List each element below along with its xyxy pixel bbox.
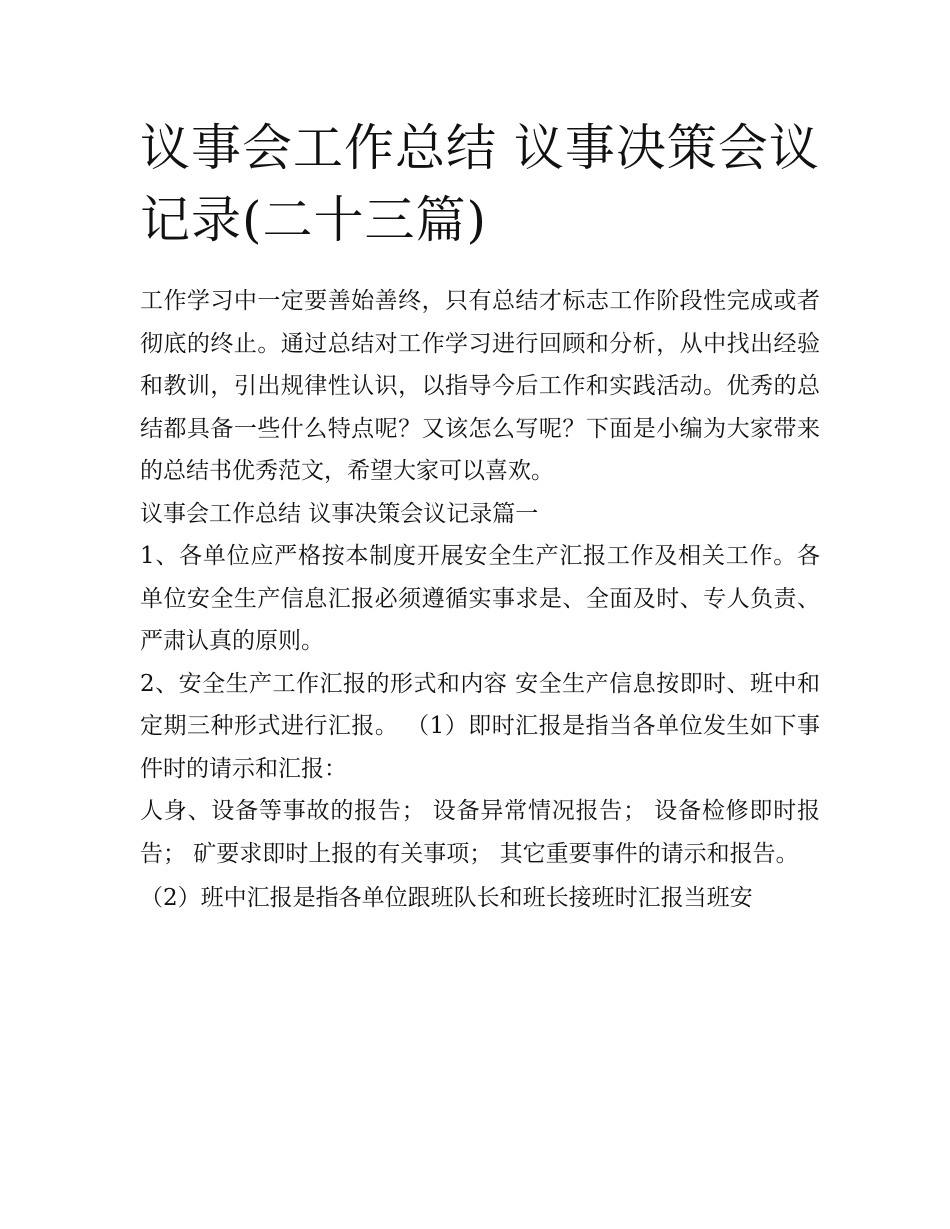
paragraph-item-1: 1、各单位应严格按本制度开展安全生产汇报工作及相关工作。各单位安全生产信息汇报必须遵循实事求是、全面及时、专人负责、严肃认真的原则。 (140, 543, 820, 654)
paragraph-item-2: 2、安全生产工作汇报的形式和内容 安全生产信息按即时、班中和定期三种形式进行汇报。 （1）即时汇报是指当各单位发生如下事件时的请示和汇报： (140, 670, 820, 782)
intro-paragraph: 工作学习中一定要善始善终，只有总结才标志工作阶段性完成或者彻底的终止。通过总结对工作学习进行回顾和分析，从中找出经验和教训，引出规律性认识，以指导今后工作和实践活动。优秀的总结都具备一些什么特点呢？又该怎么写呢？下面是小编为大家带来的总结书优秀范文，希望大家可以喜欢。 (140, 288, 820, 484)
document-title: 议事会工作总结 议事决策会议记录(二十三篇) (140, 119, 820, 249)
section-heading: 议事会工作总结 议事决策会议记录篇一 (140, 500, 539, 527)
paragraph-report-list: 人身、设备等事故的报告； 设备异常情况报告； 设备检修即时报告； 矿要求即时上报的有关事项； 其它重要事件的请示和报告。 (140, 798, 820, 867)
document-body (140, 280, 820, 920)
paragraph-shift-report: （2）班中汇报是指各单位跟班队长和班长接班时汇报当班安 (140, 885, 753, 911)
